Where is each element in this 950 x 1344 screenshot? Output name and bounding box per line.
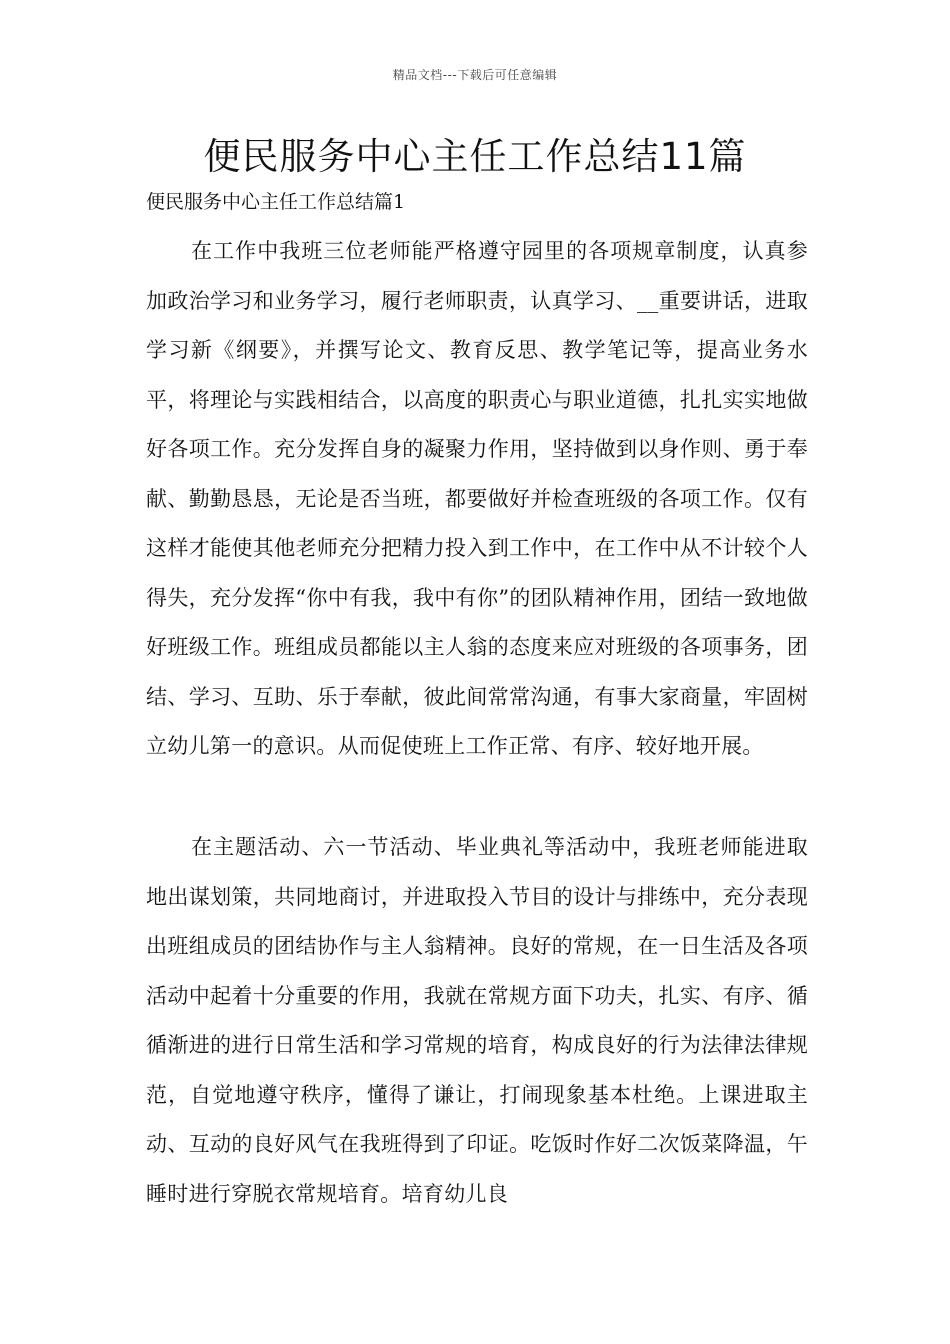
section-heading: 便民服务中心主任工作总结篇1 [146,191,406,213]
document-title: 便民服务中心主任工作总结11篇 [203,135,747,178]
header-note: 精品文档---下载后可任意编辑 [392,68,558,82]
paragraph-1: 在工作中我班三位老师能严格遵守园里的各项规章制度，认真参加政治学习和业务学习，履行老师职责，认真学习、__重要讲话，进取学习新《纲要》，并撰写论文、教育反思、教学笔记等，提高业务水平，将理论与实践相结合，以高度的职责心与职业道德，扎扎实实地做好各项工作。充分发挥自身的凝聚力作用，坚持做到以身作则、勇于奉献、勤勤恳恳，无论是否当班，都要做好并检查班级的各项工作。仅有这样才能使其他老师充分把精力投入到工作中，在工作中从不计较个人得失，充分发挥“你中有我，我中有你”的团队精神作用，团结一致地做好班级工作。班组成员都能以主人翁的态度来应对班级的各项事务，团结、学习、互助、乐于奉献，彼此间常常沟通，有事大家商量，牢固树立幼儿第一的意识。从而促使班上工作正常、有序、较好地开展。 [146,239,808,758]
paragraph-2: 在主题活动、六一节活动、毕业典礼等活动中，我班老师能进取地出谋划策，共同地商讨，并进取投入节目的设计与排练中，充分表现出班组成员的团结协作与主人翁精神。良好的常规，在一日生活及各项活动中起着十分重要的作用，我就在常规方面下功夫，扎实、有序、循循渐进的进行日常生活和学习常规的培育，构成良好的行为法律法律规范，自觉地遵守秩序，懂得了谦让，打闹现象基本杜绝。上课进取主动、互动的良好风气在我班得到了印证。吃饭时作好二次饭菜降温，午睡时进行穿脱衣常规培育。培育幼儿良 [146,835,808,1206]
